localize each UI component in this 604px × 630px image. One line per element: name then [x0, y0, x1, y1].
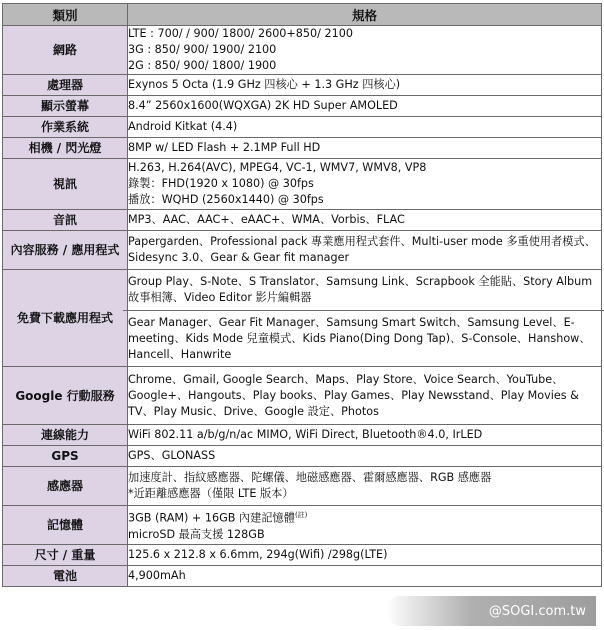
- label-cpu: 處理器: [3, 75, 128, 96]
- header-category: 類別: [3, 4, 128, 26]
- row-network: [3, 26, 602, 75]
- value-gps: GPS、GLONASS: [128, 446, 602, 467]
- label-connectivity: 連線能力: [3, 425, 128, 446]
- value-battery: 4,900mAh: [128, 566, 602, 587]
- label-camera: 相機 / 閃光燈: [3, 138, 128, 159]
- video-codecs: H.263, H.264(AVC), MPEG4, VC-1, WMV7, WMV8, VP8: [128, 161, 427, 174]
- value-cpu: Exynos 5 Octa (1.9 GHz 四核心 + 1.3 GHz 四核心): [128, 75, 602, 96]
- value-google: Chrome、Gmail, Google Search、Maps、Play Store、Voice Search、YouTube、Google+、Hangouts、Play books、Play Games、Play Newsstand、Play Movies & TV、Play Music、Drive、Google 設定、Photos: [128, 367, 602, 425]
- value-memory: [128, 506, 602, 545]
- memory-capacity: 3GB (RAM) + 16GB 內建記憶體: [128, 511, 295, 525]
- row-camera: [3, 138, 602, 159]
- free-apps-group-1: Group Play、S-Note、S Translator、Samsung Link、Scrapbook 全能貼、Story Album 故事相簿、Video Editor 影片編輯器: [128, 274, 593, 304]
- label-video: 視訊: [3, 159, 128, 210]
- row-memory: [3, 506, 602, 545]
- row-size: [3, 545, 602, 566]
- row-gps: [3, 446, 602, 467]
- header-spec: 規格: [128, 4, 602, 26]
- value-connectivity: WiFi 802.11 a/b/g/n/ac MIMO, WiFi Direct, Bluetooth®4.0, IrLED: [128, 425, 602, 446]
- row-video: [3, 159, 602, 210]
- label-google: Google 行動服務: [3, 367, 128, 425]
- row-battery: [3, 566, 602, 587]
- label-network: 網路: [3, 26, 128, 75]
- value-audio: MP3、AAC、AAC+、eAAC+、WMA、Vorbis、FLAC: [128, 210, 602, 231]
- memory-line-2: microSD 最高支援 128GB: [128, 527, 265, 541]
- row-sensors: [3, 467, 602, 506]
- video-record: 錄製：FHD(1920 x 1080) @ 30fps: [128, 177, 314, 190]
- value-display: 8.4” 2560x1600(WQXGA) 2K HD Super AMOLED: [128, 96, 602, 117]
- spec-table: [2, 3, 602, 587]
- value-network: [128, 26, 602, 75]
- value-camera: 8MP w/ LED Flash + 2.1MP Full HD: [128, 138, 602, 159]
- label-memory: 記憶體: [3, 506, 128, 545]
- label-battery: 電池: [3, 566, 128, 587]
- value-video: [128, 159, 602, 210]
- row-cpu: [3, 75, 602, 96]
- row-audio: [3, 210, 602, 231]
- label-content: 內容服務 / 應用程式: [3, 231, 128, 270]
- network-3g: 3G : 850/ 900/ 1900/ 2100: [128, 43, 277, 56]
- value-os: Android Kitkat (4.4): [128, 117, 602, 138]
- value-sensors: [128, 467, 602, 506]
- network-lte: LTE : 700/ / 900/ 1800/ 2600+850/ 2100: [128, 27, 353, 40]
- row-free-apps: [3, 270, 602, 367]
- label-os: 作業系統: [3, 117, 128, 138]
- sensors-note: *近距離感應器（僅限 LTE 版本）: [128, 487, 294, 500]
- label-display: 顯示螢幕: [3, 96, 128, 117]
- label-sensors: 感應器: [3, 467, 128, 506]
- memory-footnote: (註): [294, 511, 308, 520]
- row-os: [3, 117, 602, 138]
- value-content: Papergarden、Professional pack 專業應用程式套件、Multi-user mode 多重使用者模式、Sidesync 3.0、Gear & Gear fit manager: [128, 231, 602, 270]
- value-free-apps: [128, 270, 602, 367]
- row-google: [3, 367, 602, 425]
- value-size: 125.6 x 212.8 x 6.6mm, 294g(Wifi) /298g(LTE): [128, 545, 602, 566]
- memory-line-1: [128, 507, 601, 527]
- sogi-watermark: @SOGI.com.tw: [386, 596, 596, 626]
- table-header-row: [3, 4, 602, 26]
- label-gps: GPS: [3, 446, 128, 467]
- row-content: [3, 231, 602, 270]
- label-free-apps: 免費下載應用程式: [3, 270, 128, 367]
- sensors-list: 加速度計、指紋感應器、陀螺儀、地磁感應器、霍爾感應器、RGB 感應器: [128, 471, 492, 484]
- label-size: 尺寸 / 重量: [3, 545, 128, 566]
- free-apps-group-2: Gear Manager、Gear Fit Manager、Samsung Smart Switch、Samsung Level、E-meeting、Kids Mode 兒童模式、Kids Piano(Ding Dong Tap)、S-Console、Hanshow、Hancell、Hanwrite: [123, 310, 604, 365]
- video-playback: 播放：WQHD (2560x1440) @ 30fps: [128, 193, 324, 206]
- network-2g: 2G : 850/ 900/ 1800/ 1900: [128, 59, 277, 72]
- row-display: [3, 96, 602, 117]
- label-audio: 音訊: [3, 210, 128, 231]
- row-connectivity: [3, 425, 602, 446]
